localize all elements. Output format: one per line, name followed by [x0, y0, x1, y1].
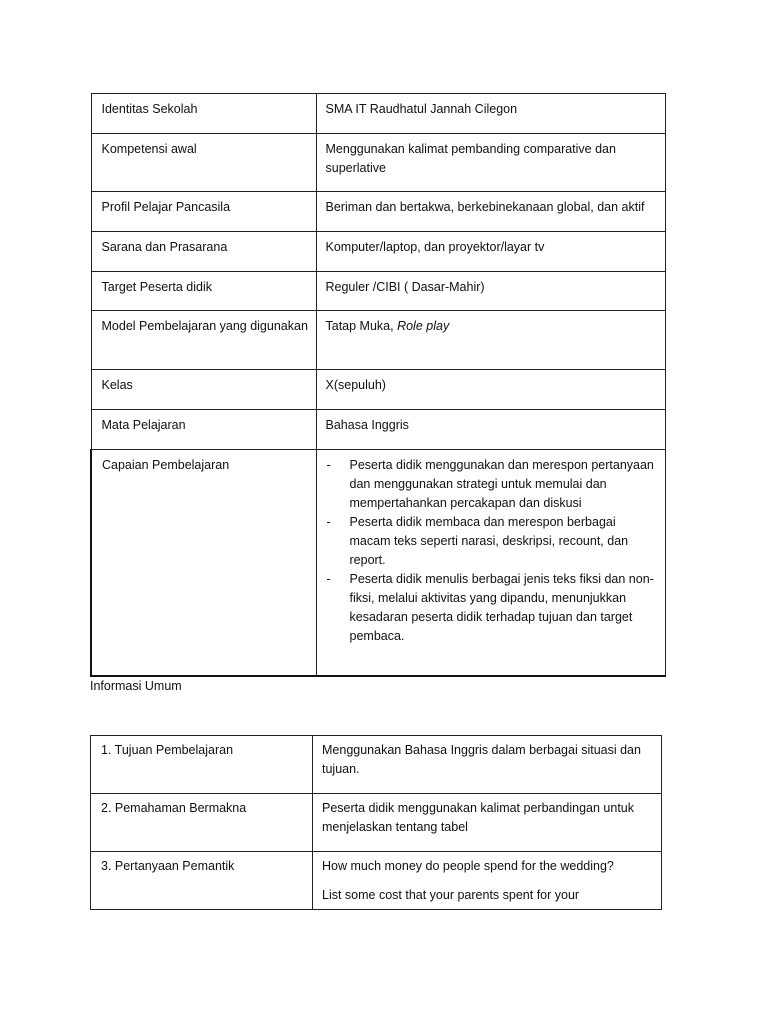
table-row — [91, 370, 665, 410]
table-row — [91, 311, 665, 370]
row-label: Capaian Pembelajaran — [91, 450, 316, 676]
row-value: Peserta didik menggunakan kalimat perbandingan untuk menjelaskan tentang tabel — [313, 794, 662, 852]
row-label: Target Peserta didik — [91, 272, 316, 311]
table-row — [91, 272, 665, 311]
section-caption: Informasi Umum — [90, 679, 182, 693]
row-label: Model Pembelajaran yang digunakan — [91, 311, 316, 370]
list-item: - Peserta didik menggunakan dan merespon pertanyaan dan menggunakan strategi untuk memulai dan mempertahankan percakapan dan diskusi — [326, 456, 659, 513]
paragraph: List some cost that your parents spent for your — [322, 888, 580, 902]
row-label: 3. Pertanyaan Pemantik — [91, 852, 313, 910]
row-value: SMA IT Raudhatul Jannah Cilegon — [316, 94, 665, 134]
row-label: Profil Pelajar Pancasila — [91, 192, 316, 232]
learning-outcomes-list — [326, 456, 659, 646]
row-label: Sarana dan Prasarana — [91, 232, 316, 272]
row-label: Kelas — [91, 370, 316, 410]
row-value: Reguler /CIBI ( Dasar-Mahir) — [316, 272, 665, 311]
core-component-table — [90, 735, 662, 910]
row-value — [316, 311, 665, 370]
table-row — [91, 450, 665, 676]
row-value — [316, 450, 665, 676]
general-info-table — [90, 93, 666, 677]
row-value: Menggunakan kalimat pembanding comparative dan superlative — [316, 134, 665, 192]
row-value — [313, 852, 662, 910]
table-row — [91, 232, 665, 272]
list-item: - Peserta didik menulis berbagai jenis teks fiksi dan non-fiksi, melalui aktivitas yang dipandu, menunjukkan kesadaran peserta didik terhadap tujuan dan target pembaca. — [326, 570, 659, 646]
table-row — [91, 736, 662, 794]
row-value: Menggunakan Bahasa Inggris dalam berbagai situasi dan tujuan. — [313, 736, 662, 794]
list-item: - Peserta didik membaca dan merespon berbagai macam teks seperti narasi, deskripsi, recount, dan report. — [326, 513, 659, 570]
value-plain-text: Tatap Muka, — [325, 319, 398, 333]
row-value: Beriman dan bertakwa, berkebinekanaan global, dan aktif — [316, 192, 665, 232]
paragraph: How much money do people spend for the wedding? — [322, 859, 614, 873]
row-label: Identitas Sekolah — [91, 94, 316, 134]
row-value: X(sepuluh) — [316, 370, 665, 410]
table-row — [91, 94, 665, 134]
table-row — [91, 134, 665, 192]
table-row — [91, 794, 662, 852]
row-value: Komputer/laptop, dan proyektor/layar tv — [316, 232, 665, 272]
row-value: Bahasa Inggris — [316, 410, 665, 450]
table-row — [91, 410, 665, 450]
table-row — [91, 192, 665, 232]
row-label: Mata Pelajaran — [91, 410, 316, 450]
row-label: 2. Pemahaman Bermakna — [91, 794, 313, 852]
value-italic-text: Role play — [397, 319, 450, 333]
row-label: 1. Tujuan Pembelajaran — [91, 736, 313, 794]
table-row — [91, 852, 662, 910]
row-label: Kompetensi awal — [91, 134, 316, 192]
